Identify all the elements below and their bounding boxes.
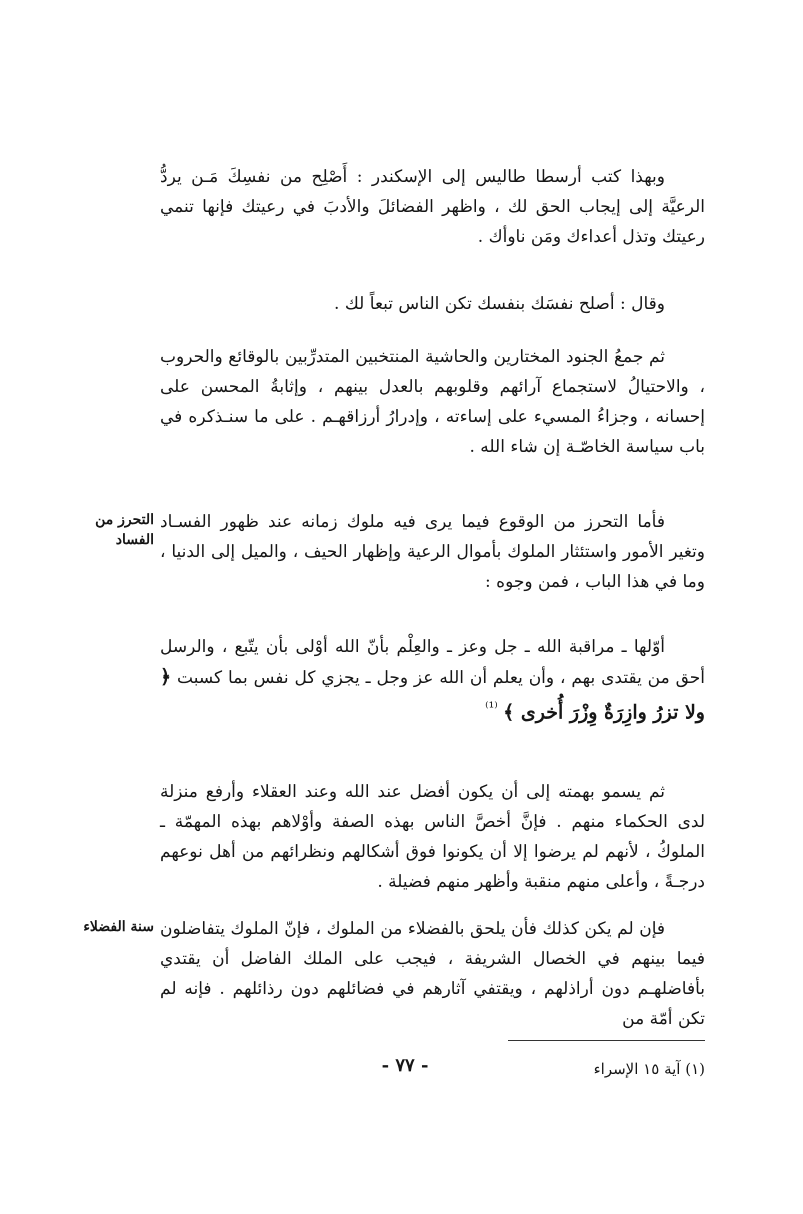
footnote-reference: ⁽¹⁾ [485, 700, 498, 716]
paragraph-text: وبهذا كتب أرسطا طاليس إلى الإسكندر : أَصْلِح من نفسِكَ مَـن يردُّ الرعيَّة إلى إيجاب الحق لك ، واظهر الفضائلَ والأدبَ في رعيتك فإنها تنمي رعيتك وتذل أعداءك ومَن ناوأك . [160, 167, 705, 247]
footnote-divider [508, 1040, 705, 1041]
paragraph-text [160, 632, 705, 729]
paragraph-text-main: أوّلها ـ مراقبة الله ـ جل وعز ـ والعِلْم بأنّ الله أوْلى بأن يتّبع ، والرسل أحق من يقتدى بهم ، وأن يعلم أن الله عز وجل ـ يجزي كل نفس بما كسبت [160, 637, 706, 688]
body-paragraph-2 [160, 289, 705, 319]
body-paragraph-1 [160, 162, 705, 252]
paragraph-text: ثم يسمو بهمته إلى أن يكون أفضل عند الله وعند العقلاء وأرفع منزلة لدى الحكماء منهم . فإنَّ أخصَّ الناس بهذه الصفة وأوْلاهم بهذه المهمّة ـ الملوكُ ، لأنهم لم يرضوا إلا أن يكونوا فوق أشكالهم ونظرائهم من أهل نوعهم درجـةً ، وأعلى منهم منقبة وأظهر منهم فضيلة . [160, 782, 705, 892]
paragraph-text: ثم جمعُ الجنود المختارين والحاشية المنتخبين المتدرِّبين بالوقائع والحروب ، والاحتيالُ لاستجماع آرائهم وقلوبهم بالعدل بينهم ، وإثابةُ المحسن على إحسانه ، وجزاءُ المسيء على إساءته ، وإدرارُ أرزاقهـم . على ما سنـذكره في باب سياسة الخاصّـة إن شاء الله . [160, 347, 705, 457]
margin-note-text: سنة الفضلاء [83, 919, 154, 935]
margin-note-virtuous-custom [68, 917, 154, 937]
page-number: - ٧٧ - [381, 1055, 429, 1076]
paragraph-text: فإن لم يكن كذلك فأن يلحق بالفضلاء من الملوك ، فإنّ الملوك يتفاضلون فيما بينهم في الخصال الشريفة ، فيجب على الملك الفاضل أن يقتدي بأفاضلهـم دون أراذلهم ، ويقتفي آثارهم في فضائلهم دون رذائلهم . فإنه لم تكن أمّة من [160, 919, 705, 1029]
body-paragraph-4 [160, 507, 705, 597]
paragraph-text: فأما التحرز من الوقوع فيما يرى فيه ملوك زمانه عند ظهور الفسـاد وتغير الأمور واستئثار الملوك بأموال الرعية وإظهار الحيف ، والميل إلى الدنيا ، وما في هذا الباب ، فمن وجوه : [160, 512, 705, 592]
footnote: (١) آية ١٥ الإسراء [593, 1060, 705, 1078]
body-paragraph-6 [160, 777, 705, 897]
margin-note-precaution [68, 510, 154, 550]
paragraph-text: وقال : أصلح نفسَك بنفسك تكن الناس تبعاً لك . [334, 294, 665, 314]
body-paragraph-7 [160, 914, 705, 1034]
body-paragraph-5 [160, 632, 705, 729]
body-paragraph-3 [160, 342, 705, 462]
margin-note-text: التحرز من الفساد [95, 512, 154, 548]
quran-verse: ﴿ ولا تزرُ وازِرَةٌ وِزْرَ أُخرى ﴾ [160, 666, 705, 724]
